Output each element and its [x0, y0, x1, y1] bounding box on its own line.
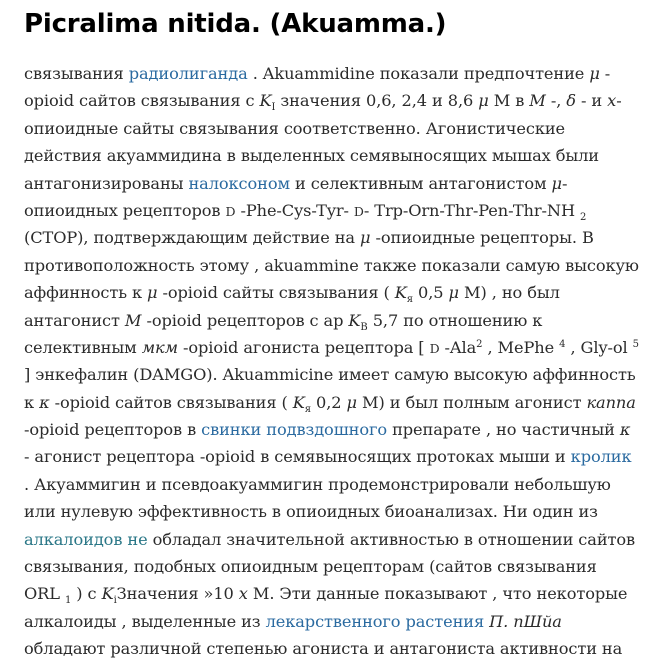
text-span: - Trp-Orn-Thr-Pen-Thr-NH: [363, 200, 581, 220]
text-line: [24, 115, 644, 142]
text-span: обладают различной степенью агониста и антагониста активности на: [24, 639, 623, 659]
text-span: -opioid агониста рецептора [: [177, 337, 430, 357]
superscript: 2: [476, 338, 483, 350]
italic-text: μ: [448, 283, 459, 303]
small-caps-text: D: [225, 203, 236, 219]
text-span: - и: [575, 91, 608, 111]
subscript: I: [271, 102, 276, 114]
subscript: B: [360, 321, 368, 333]
text-line: [24, 608, 644, 635]
text-span: -: [599, 64, 611, 83]
italic-text: x: [238, 584, 248, 604]
text-line: [24, 498, 644, 525]
small-caps-text: D: [353, 203, 364, 219]
italic-text: K: [348, 310, 361, 330]
article-link[interactable]: налоксоном: [188, 173, 290, 193]
text-span: -Phe-Cys-Tyr-: [235, 200, 354, 220]
text-span: -: [616, 91, 622, 111]
italic-text: K: [259, 91, 272, 111]
italic-text: μ: [478, 91, 489, 111]
text-span: M) , но был: [458, 283, 560, 303]
text-span: антагонизированы: [24, 173, 189, 193]
text-span: связывания, подобных опиоидным рецепторам (сайтов связывания: [24, 557, 597, 577]
article-link[interactable]: лекарственного растения: [265, 611, 485, 631]
italic-text: x: [607, 91, 617, 111]
subscript: 2: [580, 211, 587, 223]
subscript: i: [113, 595, 117, 607]
text-span: . Akuammidine показали предпочтение: [247, 64, 590, 83]
text-line: [24, 443, 644, 470]
text-line: [24, 60, 644, 87]
text-line: [24, 334, 644, 361]
text-span: - агонист рецептора -opioid в семявыносящих протоках мыши и: [24, 447, 571, 467]
text-span: 0,5: [412, 283, 449, 303]
text-span: ] энкефалин (DAMGO). Akuammicine имеет самую высокую аффинность: [24, 365, 636, 385]
text-span: селективным: [24, 337, 142, 357]
italic-text: κ: [619, 420, 631, 440]
text-span: или нулевую эффективность в опиоидных биоанализах. Ни один из: [24, 502, 598, 522]
text-line: [24, 170, 644, 197]
italic-text: μ: [346, 392, 357, 412]
text-line: [24, 526, 644, 553]
text-span: и селективным антагонистом: [290, 173, 552, 193]
text-span: -opioid рецепторов в: [24, 420, 202, 440]
text-line: [24, 389, 644, 416]
article-link[interactable]: свинки подвздошного: [201, 420, 388, 440]
text-span: M) и был полным агонист: [356, 392, 587, 412]
text-span: -opioid сайтов связывания (: [49, 392, 293, 412]
text-span: ORL: [24, 584, 65, 604]
subscript: 1: [64, 595, 72, 607]
text-span: антагонист: [24, 310, 125, 330]
text-span: (CTOP), подтверждающим действие на: [24, 228, 361, 248]
text-line: [24, 224, 644, 251]
small-caps-text: D: [429, 340, 440, 356]
text-line: [24, 307, 644, 334]
text-span: связывания: [24, 64, 129, 83]
text-span: M в: [488, 91, 530, 111]
text-line: [24, 87, 644, 114]
subscript: я: [406, 294, 413, 306]
italic-text: каппа: [586, 392, 636, 412]
text-span: 5,7 по отношению к: [367, 310, 543, 330]
italic-text: K: [101, 584, 114, 604]
text-span: к: [24, 392, 40, 412]
text-line: [24, 142, 644, 169]
text-span: обладал значительной активностью в отношении сайтов: [147, 529, 636, 549]
text-span: -опиоидные рецепторы. В: [370, 228, 594, 248]
text-line: [24, 197, 644, 224]
text-line: [24, 471, 644, 498]
text-line: [24, 416, 644, 443]
article-link[interactable]: алкалоидов не: [24, 529, 148, 549]
text-line: [24, 635, 644, 662]
italic-text: μ: [551, 173, 562, 193]
article-link[interactable]: радиолиганда: [128, 64, 248, 83]
text-span: , MePhe: [482, 337, 560, 357]
text-span: опиоидных рецепторов: [24, 200, 226, 220]
italic-text: κ: [39, 392, 50, 412]
text-span: -opioid сайты связывания (: [157, 283, 395, 303]
text-line: [24, 252, 644, 279]
page-title: Picralima nitida. (Akuamma.): [24, 9, 447, 39]
italic-text: μ: [360, 228, 371, 248]
text-span: противоположность этому , akuammine также показали самую высокую: [24, 255, 639, 275]
text-span: M. Эти данные показывают , что некоторые: [247, 584, 628, 604]
text-line: [24, 361, 644, 388]
italic-text: μ: [147, 283, 158, 303]
text-line: [24, 279, 644, 306]
text-line: [24, 580, 644, 607]
text-span: ) с: [71, 584, 102, 604]
italic-text: M: [124, 310, 142, 330]
italic-text: K: [394, 283, 407, 303]
text-span: -Ala: [439, 337, 477, 357]
text-span: -: [561, 173, 568, 193]
italic-text: мкм: [141, 337, 178, 357]
superscript: 5: [632, 338, 639, 350]
italic-text: M: [529, 91, 546, 111]
text-line: [24, 553, 644, 580]
text-span: , Gly-ol: [565, 337, 633, 357]
text-span: Значения »10: [116, 584, 239, 604]
text-span: opioid сайтов связывания с: [24, 91, 260, 111]
text-span: значения 0,6, 2,4 и 8,6: [275, 91, 479, 111]
text-span: алкалоиды , выделенные из: [24, 611, 266, 631]
subscript: я: [304, 403, 311, 415]
text-span: опиоидные сайты связывания соответственно. Агонистические: [24, 118, 566, 138]
article-text: [24, 60, 644, 663]
article-link[interactable]: кролик: [570, 447, 632, 467]
italic-text: μ: [589, 64, 600, 83]
superscript: 4: [559, 338, 566, 350]
text-span: действия акуаммидина в выделенных семявыносящих мышах были: [24, 146, 599, 166]
text-span: -opioid рецепторов с ар: [141, 310, 349, 330]
text-span: аффинность к: [24, 283, 148, 303]
text-span: препарате , но частичный: [387, 420, 620, 440]
text-span: 0,2: [310, 392, 347, 412]
italic-text: K: [292, 392, 305, 412]
italic-text: П. пШйа: [489, 611, 562, 631]
italic-text: δ: [566, 91, 576, 111]
text-span: . Акуаммигин и псевдоакуаммигин продемонстрировали небольшую: [24, 474, 611, 494]
text-span: -,: [545, 91, 567, 111]
